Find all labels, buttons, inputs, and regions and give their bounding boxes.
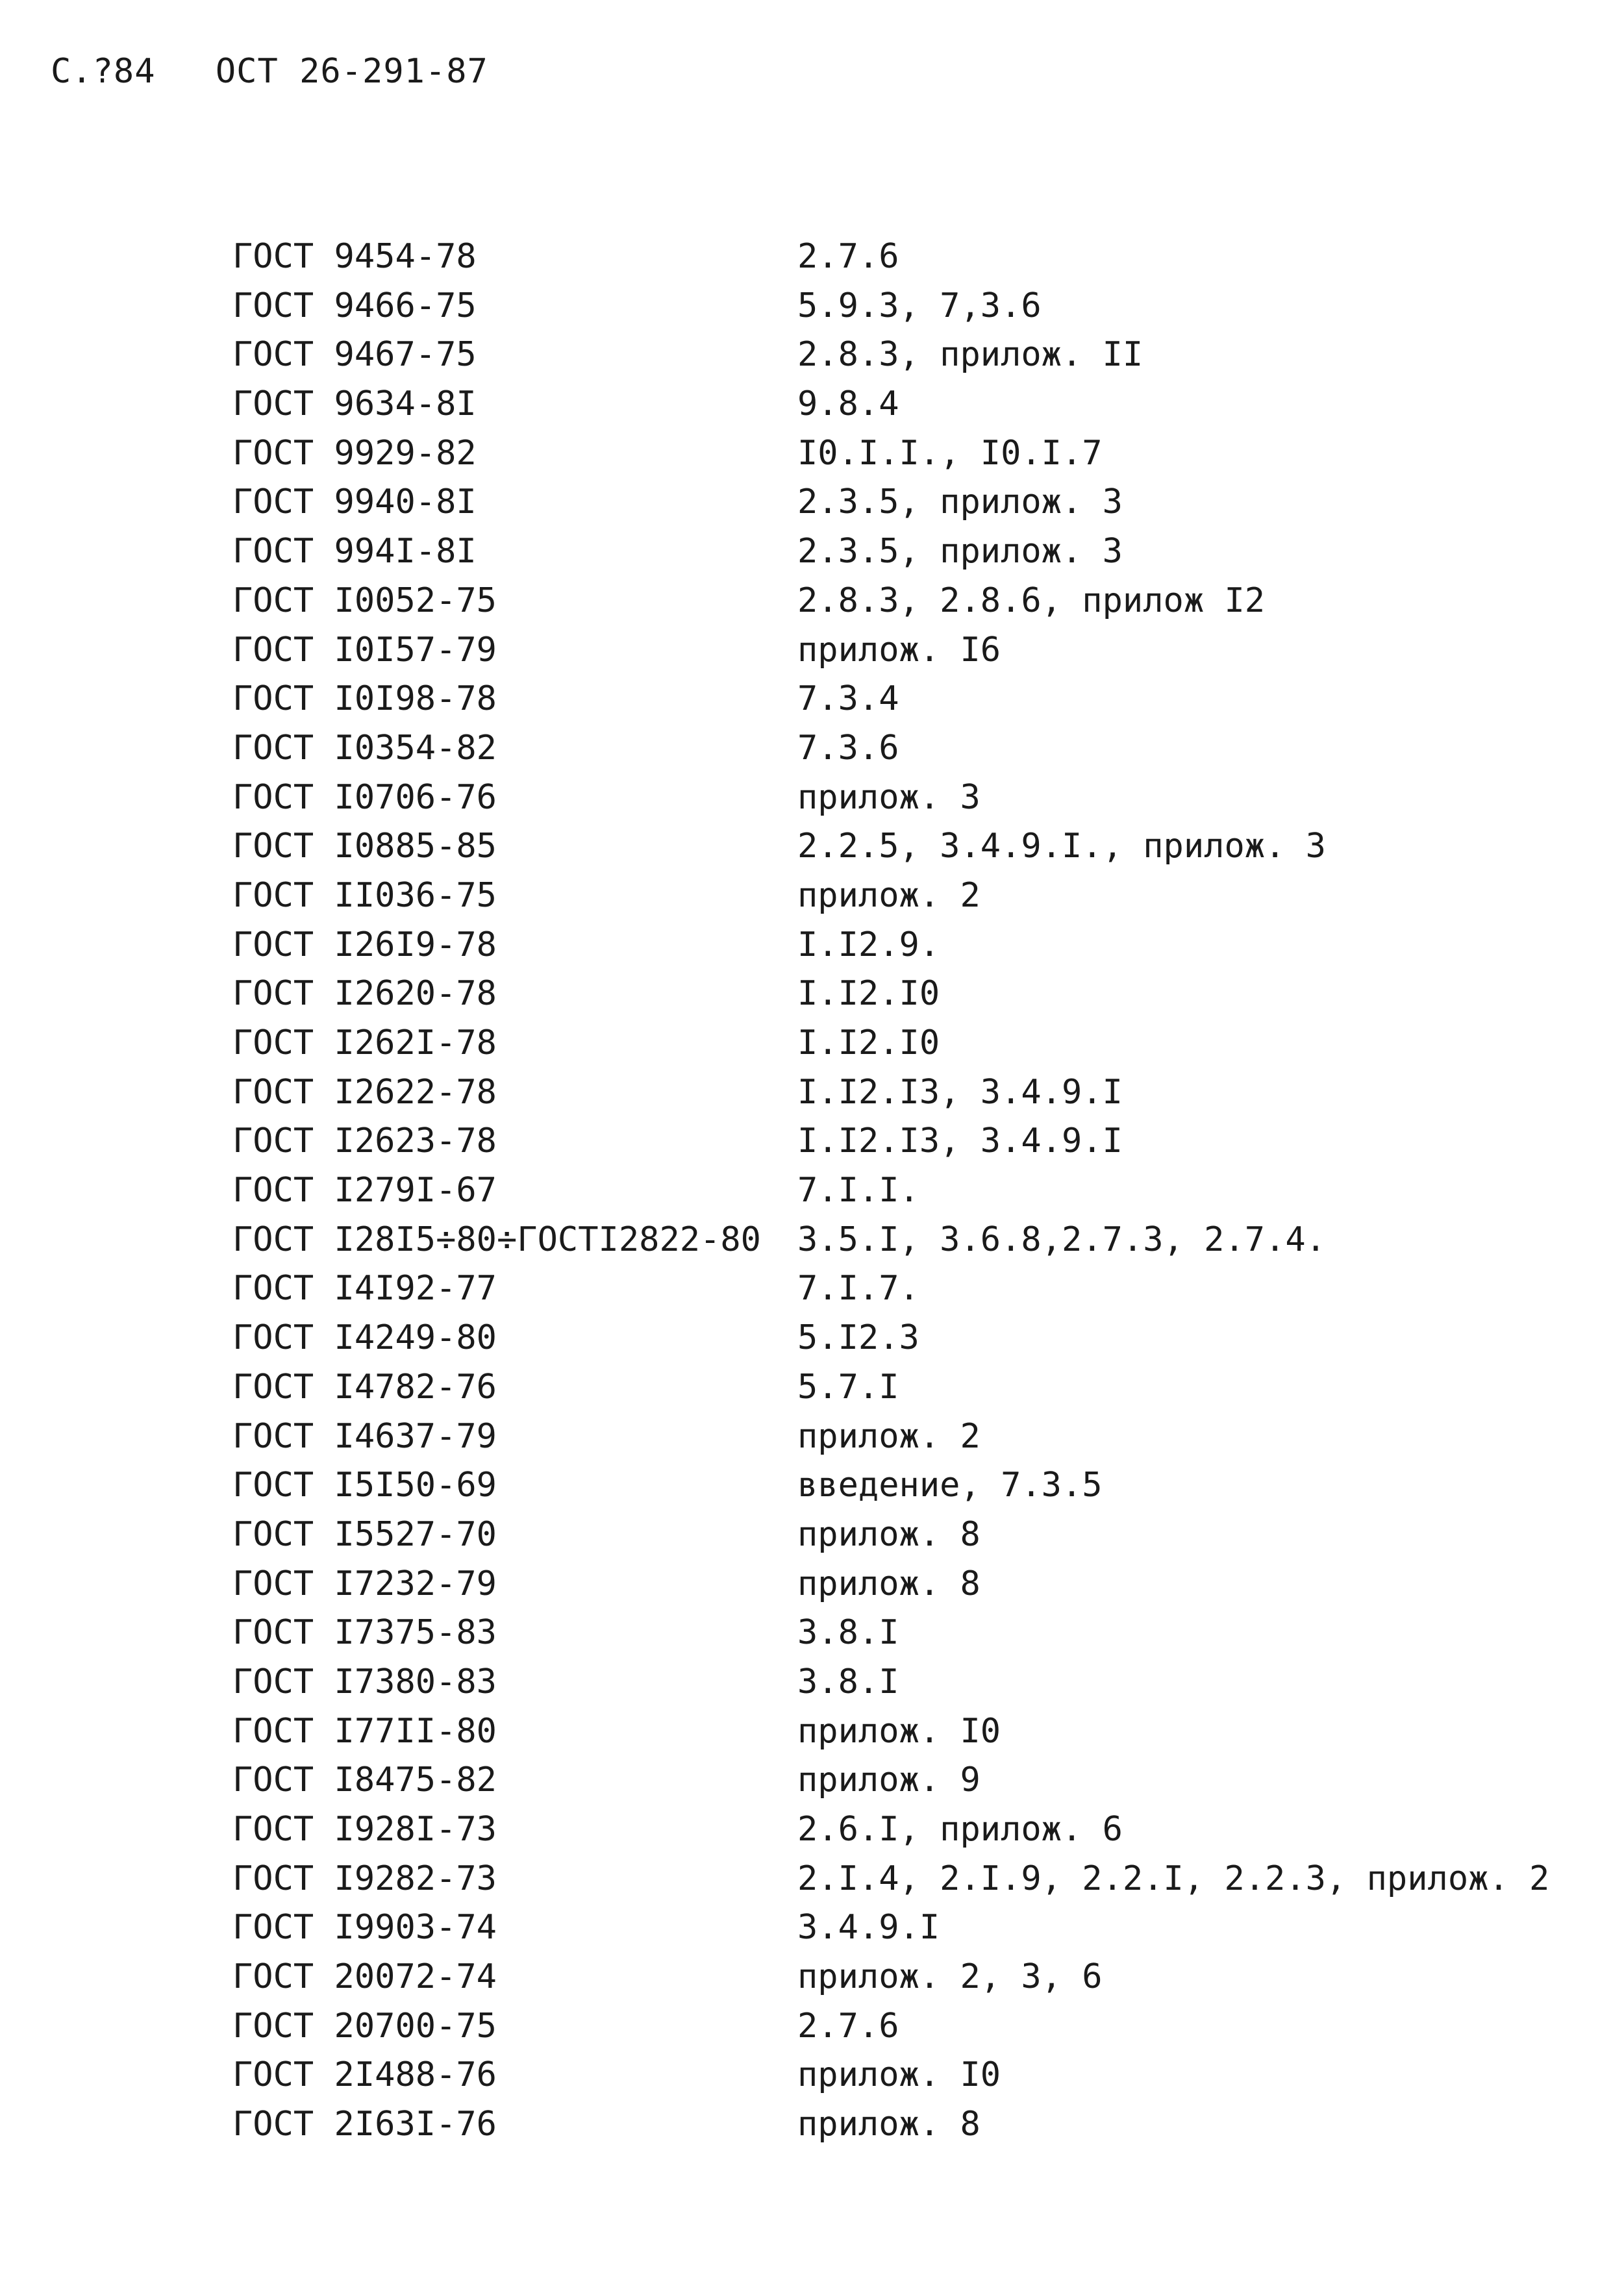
table-row [232,1560,1596,1609]
standard-designation: ГОСТ I7232-79 [232,1564,497,1603]
section-reference: прилож. I0 [797,1711,1001,1751]
section-reference: прилож. 8 [797,2105,981,2144]
standard-designation: ГОСТ I0706-76 [232,777,497,817]
page-header [51,51,488,92]
standard-designation: ГОСТ 9467-75 [232,335,477,375]
section-reference: 7.3.6 [797,728,899,768]
section-reference: I0.I.I., I0.I.7 [797,433,1103,473]
table-row [232,527,1596,577]
table-row [232,871,1596,921]
standard-designation: ГОСТ I9282-73 [232,1859,497,1898]
table-row [232,1216,1596,1265]
standard-designation: ГОСТ I262I-78 [232,1023,497,1062]
standard-designation: ГОСТ I2623-78 [232,1122,497,1161]
section-reference: 2.6.I, прилож. 6 [797,1810,1123,1849]
table-row [232,1805,1596,1855]
standard-designation: ГОСТ 2I63I-76 [232,2105,497,2144]
table-row [232,1855,1596,1904]
section-reference: I.I2.9. [797,925,940,964]
table-row [232,1068,1596,1118]
section-reference: I.I2.I3, 3.4.9.I [797,1072,1123,1112]
section-reference: прилож. 8 [797,1514,981,1554]
table-row [232,1658,1596,1707]
standard-designation: ГОСТ I26I9-78 [232,925,497,964]
table-row [232,232,1596,282]
standard-designation: ГОСТ 20072-74 [232,1957,497,1997]
section-reference: прилож. 2 [797,1416,981,1456]
standard-designation: ГОСТ I77II-80 [232,1711,497,1751]
table-row [232,921,1596,970]
table-row [232,1609,1596,1658]
standard-designation: ГОСТ I4249-80 [232,1318,497,1358]
table-row [232,429,1596,479]
table-row [232,970,1596,1019]
standard-designation: ГОСТ I28I5÷80÷ГОСТI2822-80 [232,1220,761,1259]
table-row [232,1511,1596,1560]
section-reference: прилож. I6 [797,630,1001,670]
standard-designation: ГОСТ I0I98-78 [232,679,497,719]
section-reference: прилож. 2, 3, 6 [797,1957,1103,1997]
table-row [232,1117,1596,1166]
standard-designation: ГОСТ I7375-83 [232,1613,497,1653]
section-reference: 7.I.7. [797,1269,919,1309]
standard-designation: ГОСТ 9454-78 [232,237,477,276]
standard-designation: ГОСТ I279I-67 [232,1171,497,1210]
section-reference: прилож. 3 [797,777,981,817]
standards-reference-table [232,232,1596,2150]
table-row [232,773,1596,823]
section-reference: 2.2.5, 3.4.9.I., прилож. 3 [797,827,1326,866]
section-reference: 2.8.3, 2.8.6, прилож I2 [797,581,1266,620]
table-row [232,724,1596,773]
table-row [232,478,1596,527]
table-row [232,1019,1596,1068]
table-row [232,1412,1596,1462]
section-reference: прилож. 8 [797,1564,981,1603]
section-reference: 7.3.4 [797,679,899,719]
table-row [232,1953,1596,2002]
table-row [232,1264,1596,1314]
table-row [232,2002,1596,2051]
standard-designation: ГОСТ 994I-8I [232,532,477,571]
standard-designation: ГОСТ I9903-74 [232,1908,497,1948]
section-reference: 5.7.I [797,1367,899,1407]
table-row [232,380,1596,429]
standard-designation: ГОСТ 9940-8I [232,483,477,522]
standard-designation: ГОСТ I8475-82 [232,1761,497,1800]
section-reference: 5.I2.3 [797,1318,919,1358]
standard-designation: ГОСТ I5527-70 [232,1514,497,1554]
standard-designation: ГОСТ I5I50-69 [232,1466,497,1505]
table-row [232,1363,1596,1412]
standard-designation: ГОСТ I2622-78 [232,1072,497,1112]
standard-designation: ГОСТ I4637-79 [232,1416,497,1456]
standard-designation: ГОСТ 9929-82 [232,433,477,473]
table-row [232,1461,1596,1511]
table-row [232,675,1596,724]
standard-designation: ГОСТ I0052-75 [232,581,497,620]
section-reference: 2.3.5, прилож. 3 [797,483,1123,522]
section-reference: 9.8.4 [797,384,899,424]
table-row [232,1707,1596,1757]
standard-designation: ГОСТ I7380-83 [232,1662,497,1701]
table-row [232,1166,1596,1216]
table-row [232,282,1596,331]
section-reference: 2.7.6 [797,2006,899,2046]
section-reference: 3.4.9.I [797,1908,940,1948]
section-reference: 3.8.I [797,1662,899,1701]
standard-designation: ГОСТ I928I-73 [232,1810,497,1849]
section-reference: 2.8.3, прилож. II [797,335,1143,375]
section-reference: I.I2.I0 [797,1023,940,1062]
section-reference: 5.9.3, 7,3.6 [797,286,1042,325]
section-reference: прилож. 9 [797,1761,981,1800]
table-row [232,1756,1596,1805]
standard-designation: ГОСТ II036-75 [232,875,497,915]
section-reference: прилож. I0 [797,2055,1001,2095]
section-reference: 7.I.I. [797,1171,919,1210]
standard-designation: ГОСТ I0I57-79 [232,630,497,670]
table-row [232,2051,1596,2100]
table-row [232,577,1596,626]
table-row [232,2100,1596,2150]
standard-designation: ГОСТ 20700-75 [232,2006,497,2046]
section-reference: 2.I.4, 2.I.9, 2.2.I, 2.2.3, прилож. 2 [797,1859,1550,1898]
page-number: С.?84 [51,52,156,91]
section-reference: 3.8.I [797,1613,899,1653]
standard-designation: ГОСТ 2I488-76 [232,2055,497,2095]
standard-designation: ГОСТ I0354-82 [232,728,497,768]
document-code: ОСТ 26-291-87 [215,52,488,91]
standard-designation: ГОСТ I0885-85 [232,827,497,866]
table-row [232,626,1596,675]
standard-designation: ГОСТ I4782-76 [232,1367,497,1407]
standard-designation: ГОСТ 9634-8I [232,384,477,424]
section-reference: прилож. 2 [797,875,981,915]
section-reference: 2.3.5, прилож. 3 [797,532,1123,571]
table-row [232,822,1596,871]
standard-designation: ГОСТ I4I92-77 [232,1269,497,1309]
section-reference: 3.5.I, 3.6.8,2.7.3, 2.7.4. [797,1220,1326,1259]
table-row [232,331,1596,380]
section-reference: I.I2.I0 [797,974,940,1014]
table-row [232,1903,1596,1953]
section-reference: I.I2.I3, 3.4.9.I [797,1122,1123,1161]
standard-designation: ГОСТ I2620-78 [232,974,497,1014]
standard-designation: ГОСТ 9466-75 [232,286,477,325]
table-row [232,1314,1596,1363]
section-reference: 2.7.6 [797,237,899,276]
section-reference: введение, 7.3.5 [797,1466,1103,1505]
